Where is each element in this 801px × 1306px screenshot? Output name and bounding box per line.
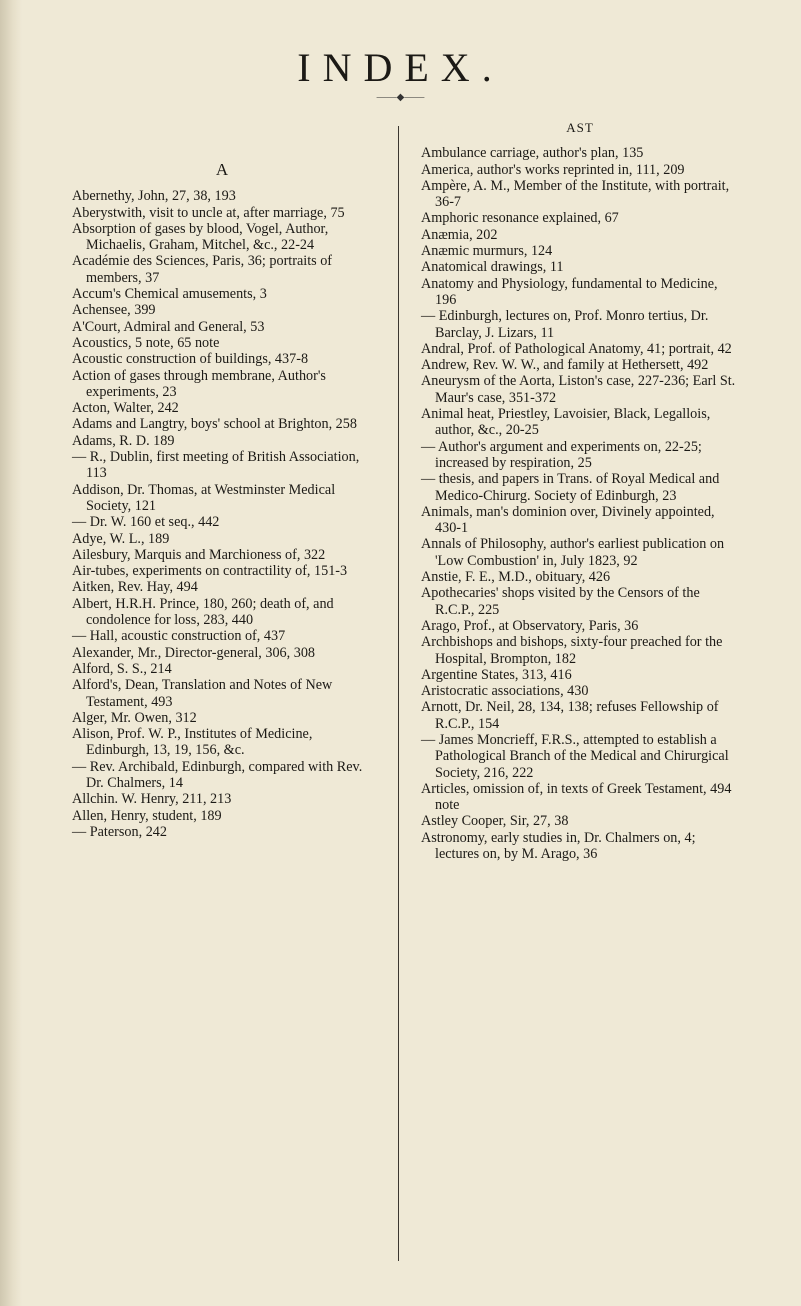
- index-entry: — Hall, acoustic construction of, 437: [72, 628, 286, 645]
- index-entry: Animals, man's dominion over, Divinely appointed, 430-1: [421, 503, 715, 537]
- index-entry: Académie des Sciences, Paris, 36; portraits of members, 37: [72, 253, 333, 286]
- running-head: AST: [566, 120, 594, 135]
- index-entry: Achensee, 399: [72, 302, 156, 319]
- index-entry: — Rev. Archibald, Edinburgh, compared with Rev. Dr. Chalmers, 14: [72, 758, 363, 791]
- column-divider: [398, 126, 399, 1261]
- index-entry: America, author's works reprinted in, 111, 209: [421, 161, 685, 178]
- index-entry: Adye, W. L., 189: [72, 530, 170, 547]
- index-entry: — Paterson, 242: [72, 823, 167, 840]
- left-entry-list: [72, 188, 372, 840]
- section-letter: A: [215, 160, 229, 179]
- index-entry: Addison, Dr. Thomas, at Westminster Medical Society, 121: [72, 481, 336, 514]
- index-entry: Acton, Walter, 242: [72, 400, 179, 417]
- index-entry: Aberystwith, visit to uncle at, after marriage, 75: [72, 204, 345, 221]
- index-entry: Accum's Chemical amusements, 3: [72, 286, 267, 303]
- index-entry: Articles, omission of, in texts of Greek Testament, 494 note: [421, 780, 732, 814]
- index-entry: — Author's argument and experiments on, 22-25; increased by respiration, 25: [421, 438, 702, 471]
- index-entry: — thesis, and papers in Trans. of Royal Medical and Medico-Chirurg. Society of Edinburgh, 23: [421, 471, 720, 504]
- title-ornament: ——◆——: [376, 92, 425, 103]
- index-entry: Aitken, Rev. Hay, 494: [72, 579, 198, 596]
- index-entry: Alford's, Dean, Translation and Notes of New Testament, 493: [72, 677, 333, 710]
- index-entry: — Dr. W. 160 et seq., 442: [72, 514, 220, 531]
- index-entry: — R., Dublin, first meeting of British Association, 113: [72, 449, 360, 482]
- index-entry: A'Court, Admiral and General, 53: [72, 318, 265, 335]
- index-entry: Air-tubes, experiments on contractility of, 151-3: [72, 563, 348, 580]
- index-entry: Anstie, F. E., M.D., obituary, 426: [421, 569, 611, 586]
- index-entry: Annals of Philosophy, author's earliest publication on 'Low Combustion' in, July 1823, 92: [421, 536, 725, 569]
- index-entry: Astley Cooper, Sir, 27, 38: [421, 813, 569, 830]
- index-entry: Abernethy, John, 27, 38, 193: [72, 188, 236, 205]
- index-entry: Action of gases through membrane, Author's experiments, 23: [72, 367, 326, 400]
- index-entry: Amphoric resonance explained, 67: [421, 210, 619, 227]
- index-entry: Apothecaries' shops visited by the Censors of the R.C.P., 225: [421, 585, 700, 618]
- index-entry: Adams, R. D. 189: [72, 432, 175, 449]
- index-entry: Ambulance carriage, author's plan, 135: [421, 145, 644, 162]
- index-entry: Allen, Henry, student, 189: [72, 807, 222, 824]
- index-entry: Alger, Mr. Owen, 312: [72, 709, 197, 726]
- index-entry: Andral, Prof. of Pathological Anatomy, 41; portrait, 42: [421, 340, 732, 357]
- index-entry: — Edinburgh, lectures on, Prof. Monro tertius, Dr. Barclay, J. Lizars, 11: [421, 308, 709, 341]
- right-entry-list: [421, 145, 739, 862]
- index-entry: Anæmia, 202: [421, 226, 498, 243]
- index-entry: Arago, Prof., at Observatory, Paris, 36: [421, 617, 639, 634]
- index-entry: Anatomy and Physiology, fundamental to Medicine, 196: [421, 275, 718, 308]
- index-entry: Alford, S. S., 214: [72, 660, 172, 677]
- index-entry: Ampère, A. M., Member of the Institute, with portrait, 36-7: [421, 177, 730, 211]
- index-entry: Aneurysm of the Aorta, Liston's case, 227-236; Earl St. Maur's case, 351-372: [421, 373, 736, 406]
- index-entry: Albert, H.R.H. Prince, 180, 260; death of, and condolence for loss, 283, 440: [72, 595, 334, 629]
- index-entry: Absorption of gases by blood, Vogel, Author, Michaelis, Graham, Mitchel, &c., 22-24: [72, 220, 329, 254]
- index-entry: Anæmic murmurs, 124: [421, 243, 553, 260]
- page-title-block: [0, 44, 801, 91]
- index-entry: — James Moncrieff, F.R.S., attempted to establish a Pathological Branch of the Medical and Chirurgical Society, 216, 222: [421, 731, 729, 781]
- index-entry: Alison, Prof. W. P., Institutes of Medicine, Edinburgh, 13, 19, 156, &c.: [72, 726, 313, 759]
- right-column: [421, 120, 739, 862]
- index-entry: Aristocratic associations, 430: [421, 683, 589, 700]
- index-entry: Arnott, Dr. Neil, 28, 134, 138; refuses Fellowship of R.C.P., 154: [421, 699, 719, 732]
- index-entry: Adams and Langtry, boys' school at Brighton, 258: [72, 416, 357, 433]
- index-entry: Archbishops and bishops, sixty-four preached for the Hospital, Brompton, 182: [421, 634, 723, 667]
- index-entry: Allchin. W. Henry, 211, 213: [72, 791, 232, 808]
- index-entry: Andrew, Rev. W. W., and family at Hethersett, 492: [421, 357, 709, 374]
- index-entry: Anatomical drawings, 11: [421, 259, 564, 276]
- index-entry: Argentine States, 313, 416: [421, 666, 572, 683]
- left-column: [72, 162, 372, 840]
- index-entry: Alexander, Mr., Director-general, 306, 308: [72, 644, 316, 661]
- index-entry: Acoustic construction of buildings, 437-8: [72, 351, 309, 368]
- page-gutter: [0, 0, 22, 1306]
- index-entry: Animal heat, Priestley, Lavoisier, Black, Legallois, author, &c., 20-25: [421, 406, 711, 439]
- index-entry: Astronomy, early studies in, Dr. Chalmers on, 4; lectures on, by M. Arago, 36: [421, 829, 696, 863]
- index-entry: Acoustics, 5 note, 65 note: [72, 334, 220, 351]
- page-title: INDEX.: [297, 45, 504, 90]
- index-entry: Ailesbury, Marquis and Marchioness of, 322: [72, 546, 326, 563]
